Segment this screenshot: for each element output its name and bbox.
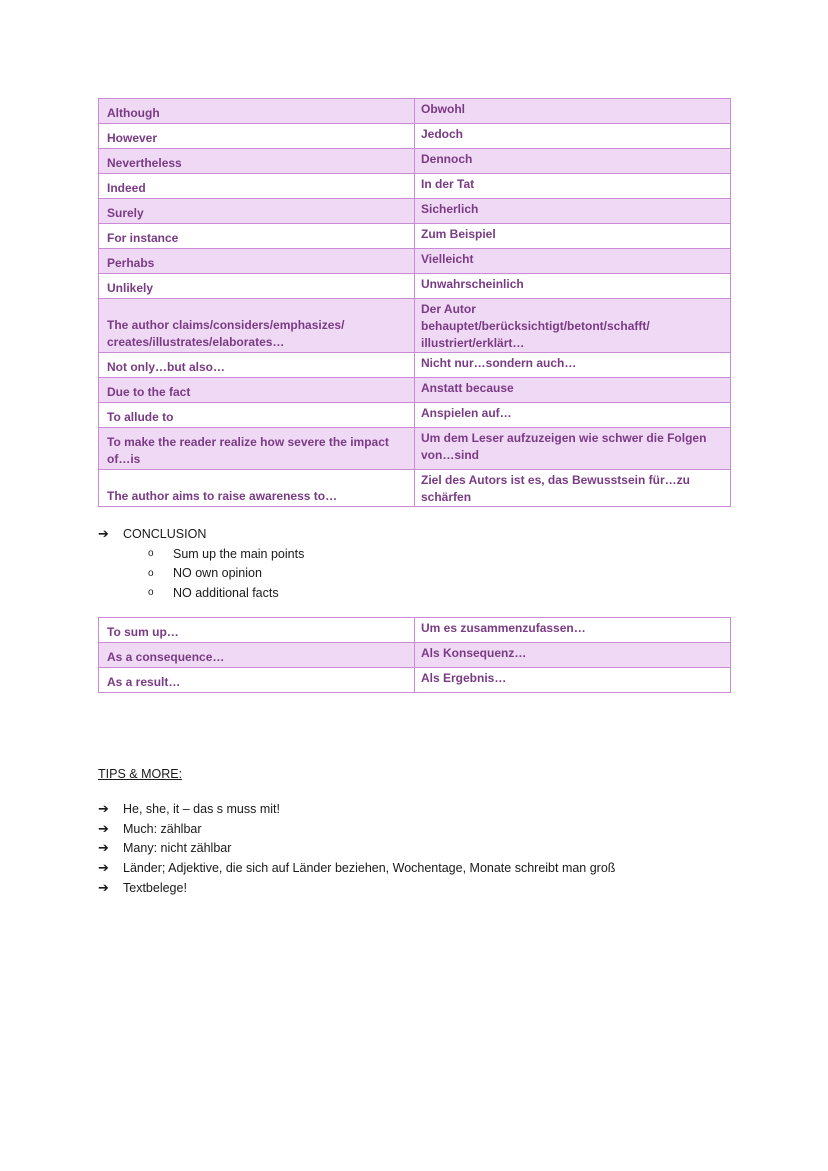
circle-bullet-icon: o [148, 567, 154, 579]
list-item: ➔ Textbelege! [98, 880, 187, 896]
english-phrase-cell: As a consequence… [99, 643, 415, 668]
english-phrase-cell: To allude to [99, 403, 415, 428]
conclusion-phrases-table [98, 617, 731, 693]
table-row [99, 643, 731, 668]
table-row [99, 199, 731, 224]
table-row [99, 124, 731, 149]
german-phrase-cell: Unwahrscheinlich [415, 274, 731, 299]
german-phrase-cell: Als Ergebnis… [415, 668, 731, 693]
table-row [99, 470, 731, 507]
conclusion-points [148, 544, 304, 603]
circle-bullet-icon: o [148, 587, 154, 599]
english-phrase-cell: The author claims/considers/emphasizes/ creates/illustrates/elaborates… [99, 299, 415, 353]
english-phrase-cell: However [99, 124, 415, 149]
arrow-right-icon: ➔ [98, 800, 109, 816]
table-row [99, 353, 731, 378]
table-row [99, 299, 731, 353]
tips-heading: TIPS & MORE: [98, 767, 183, 781]
list-item: o NO additional facts [148, 585, 279, 600]
table-row [99, 618, 731, 643]
german-phrase-cell: Jedoch [415, 124, 731, 149]
arrow-right-icon: ➔ [98, 820, 109, 836]
arrow-right-icon: ➔ [98, 526, 109, 541]
arrow-right-icon: ➔ [98, 880, 109, 896]
conclusion-heading-line [98, 525, 206, 543]
english-phrase-cell: Unlikely [99, 274, 415, 299]
english-phrase-cell: Due to the fact [99, 378, 415, 403]
english-phrase-cell: The author aims to raise awareness to… [99, 470, 415, 507]
english-phrase-cell: Perhabs [99, 249, 415, 274]
german-phrase-cell: Obwohl [415, 99, 731, 124]
list-item: ➔ Many: nicht zählbar [98, 840, 232, 856]
german-phrase-cell: Um dem Leser aufzuzeigen wie schwer die Folgen von…sind [415, 428, 731, 470]
table-row [99, 149, 731, 174]
german-phrase-cell: Als Konsequenz… [415, 643, 731, 668]
german-phrase-cell: Anspielen auf… [415, 403, 731, 428]
german-phrase-cell: Vielleicht [415, 249, 731, 274]
connectives-table [98, 98, 731, 507]
german-phrase-cell: Anstatt because [415, 378, 731, 403]
table-row [99, 428, 731, 470]
table-row [99, 174, 731, 199]
english-phrase-cell: For instance [99, 224, 415, 249]
german-phrase-cell: Nicht nur…sondern auch… [415, 353, 731, 378]
german-phrase-cell: In der Tat [415, 174, 731, 199]
english-phrase-cell: To make the reader realize how severe the impact of…is [99, 428, 415, 470]
table-row [99, 274, 731, 299]
list-item: o Sum up the main points [148, 546, 305, 561]
english-phrase-cell: To sum up… [99, 618, 415, 643]
table-row [99, 99, 731, 124]
table-row [99, 249, 731, 274]
table-row [99, 403, 731, 428]
table-row [99, 378, 731, 403]
german-phrase-cell: Ziel des Autors ist es, das Bewusstsein für…zu schärfen [415, 470, 731, 507]
english-phrase-cell: Surely [99, 199, 415, 224]
english-phrase-cell: Nevertheless [99, 149, 415, 174]
table-row [99, 224, 731, 249]
conclusion-heading: CONCLUSION [123, 527, 207, 541]
english-phrase-cell: Although [99, 99, 415, 124]
tips-list [98, 799, 615, 898]
circle-bullet-icon: o [148, 548, 154, 560]
english-phrase-cell: Indeed [99, 174, 415, 199]
german-phrase-cell: Zum Beispiel [415, 224, 731, 249]
german-phrase-cell: Sicherlich [415, 199, 731, 224]
english-phrase-cell: Not only…but also… [99, 353, 415, 378]
arrow-right-icon: ➔ [98, 860, 109, 876]
list-item: o NO own opinion [148, 566, 262, 581]
table-row [99, 668, 731, 693]
english-phrase-cell: As a result… [99, 668, 415, 693]
arrow-right-icon: ➔ [98, 840, 109, 856]
list-item: ➔ Much: zählbar [98, 820, 202, 836]
german-phrase-cell: Um es zusammenzufassen… [415, 618, 731, 643]
list-item: ➔ He, she, it – das s muss mit! [98, 800, 280, 816]
list-item: ➔ Länder; Adjektive, die sich auf Länder beziehen, Wochentage, Monate schreibt man groß [98, 860, 616, 876]
german-phrase-cell: Dennoch [415, 149, 731, 174]
german-phrase-cell: Der Autor behauptet/berücksichtigt/betont/schafft/ illustriert/erklärt… [415, 299, 731, 353]
